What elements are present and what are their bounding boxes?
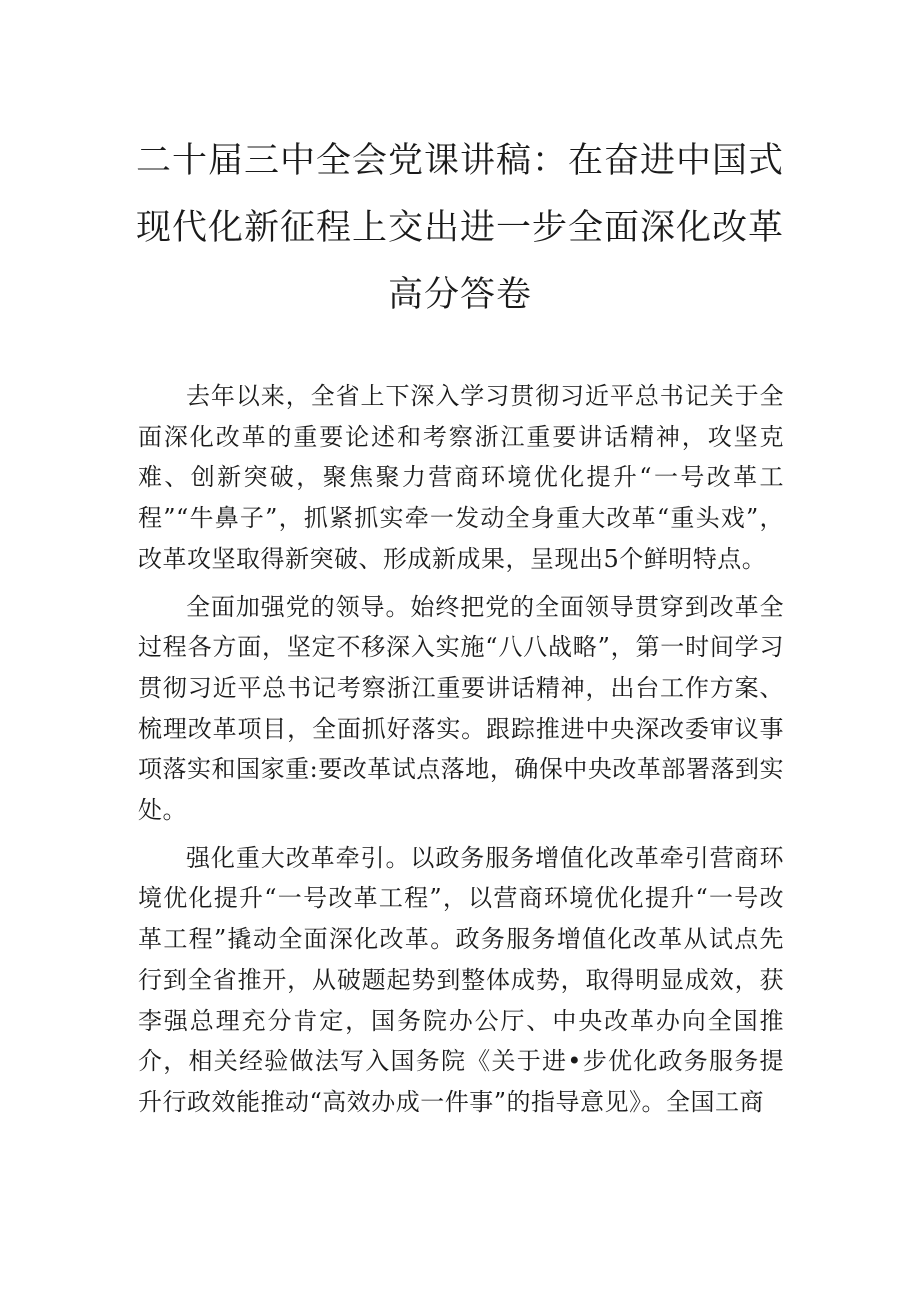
title-line-2: 现代化新征程上交出进一步全面深化改革 (135, 208, 784, 248)
document-title (120, 128, 800, 329)
document-body (138, 376, 784, 1130)
paragraph-3: 强化重大改革牵引。以政务服务增值化改革牵引营商环境优化提升“一号改革工程”，以营商环境优化提升“一号改革工程”撬动全面深化改革。政务服务增值化改革从试点先行到全省推开，从破题起势到整体成势，取得明显成效，获李强总理充分肯定，国务院办公厅、中央改革办向全国推介，相关经验做法写入国务院《关于进•步优化政务服务提升行政效能推动“高效办成一件事”的指导意见》。全国工商 (138, 843, 784, 1116)
paragraph-1: 去年以来，全省上下深入学习贯彻习近平总书记关于全面深化改革的重要论述和考察浙江重要讲话精神，攻坚克难、创新突破，聚焦聚力营商环境优化提升“一号改革工程”“牛鼻子”，抓紧抓实牵一发动全身重大改革“重头戏”，改革攻坚取得新突破、形成新成果，呈现出5个鲜明特点。 (138, 382, 784, 573)
title-line-3: 高分答卷 (387, 275, 532, 315)
paragraph-2: 全面加强党的领导。始终把党的全面领导贯穿到改革全过程各方面，坚定不移深入实施“八八战略”，第一时间学习贯彻习近平总书记考察浙江重要讲话精神，出台工作方案、梳理改革项目，全面抓好落实。跟踪推进中央深改委审议事项落实和国家重:要改革试点落地，确保中央改革部署落到实处。 (138, 592, 784, 825)
title-line-1: 二十届三中全会党课讲稿：在奋进中国式 (135, 141, 784, 181)
